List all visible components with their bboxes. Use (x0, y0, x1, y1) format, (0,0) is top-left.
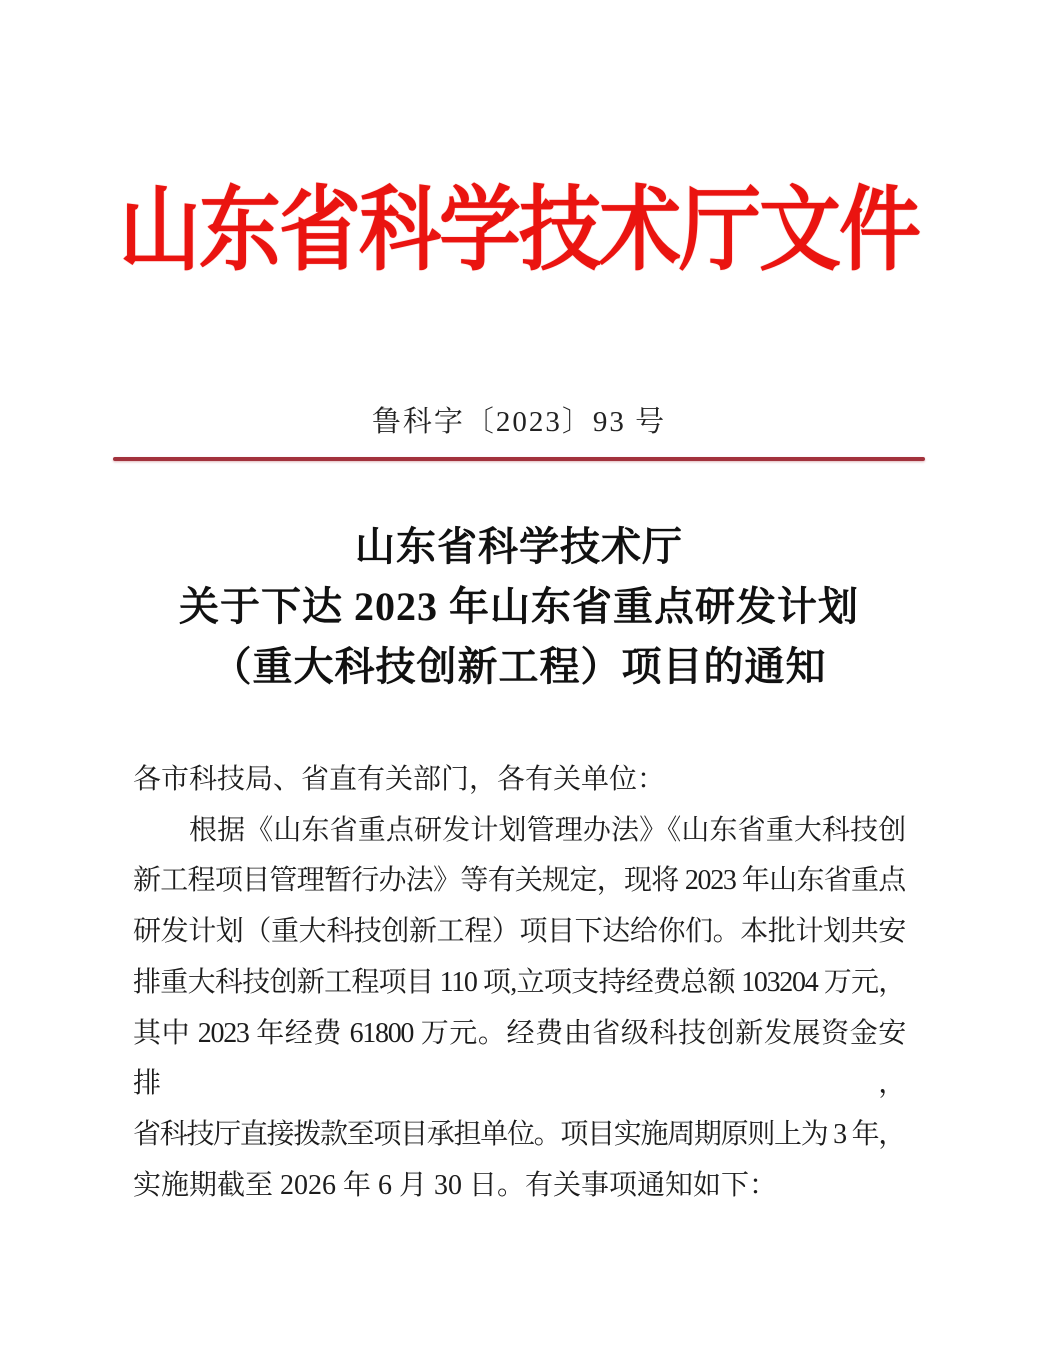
document-page (0, 179, 1038, 1345)
notice-title (0, 517, 1038, 697)
body-line: 实施期截至 2026 年 6 月 30 日。有关事项通知如下： (133, 1169, 778, 1201)
red-separator-line (113, 457, 925, 461)
body-line: 根据《山东省重点研发计划管理办法》《山东省重大科技创 (189, 814, 905, 846)
notice-title-line-2: 关于下达 2023 年山东省重点研发计划 (179, 584, 859, 629)
body-line: 研发计划（重大科技创新工程）项目下达给你们。本批计划共安 (133, 916, 905, 948)
notice-title-line-3: （重大科技创新工程）项目的通知 (211, 644, 827, 689)
body-line: 省科技厅直接拨款至项目承担单位。项目实施周期原则上为 3 年， (133, 1118, 905, 1150)
document-body (133, 755, 905, 1211)
document-reference-number: 鲁科字〔2023〕93 号 (371, 406, 667, 438)
salutation-line: 各市科技局、省直有关部门，各有关单位： (133, 764, 666, 795)
letterhead-title: 山东省科学技术厅文件 (118, 179, 919, 282)
body-line: 排重大科技创新工程项目 110 项,立项支持经费总额 103204 万元， (133, 966, 905, 998)
body-line: 其中 2023 年经费 61800 万元。经费由省级科技创新发展资金安排， (133, 1017, 905, 1100)
notice-title-line-1: 山东省科学技术厅 (355, 524, 683, 569)
body-line: 新工程项目管理暂行办法》等有关规定，现将 2023 年山东省重点 (133, 865, 905, 897)
